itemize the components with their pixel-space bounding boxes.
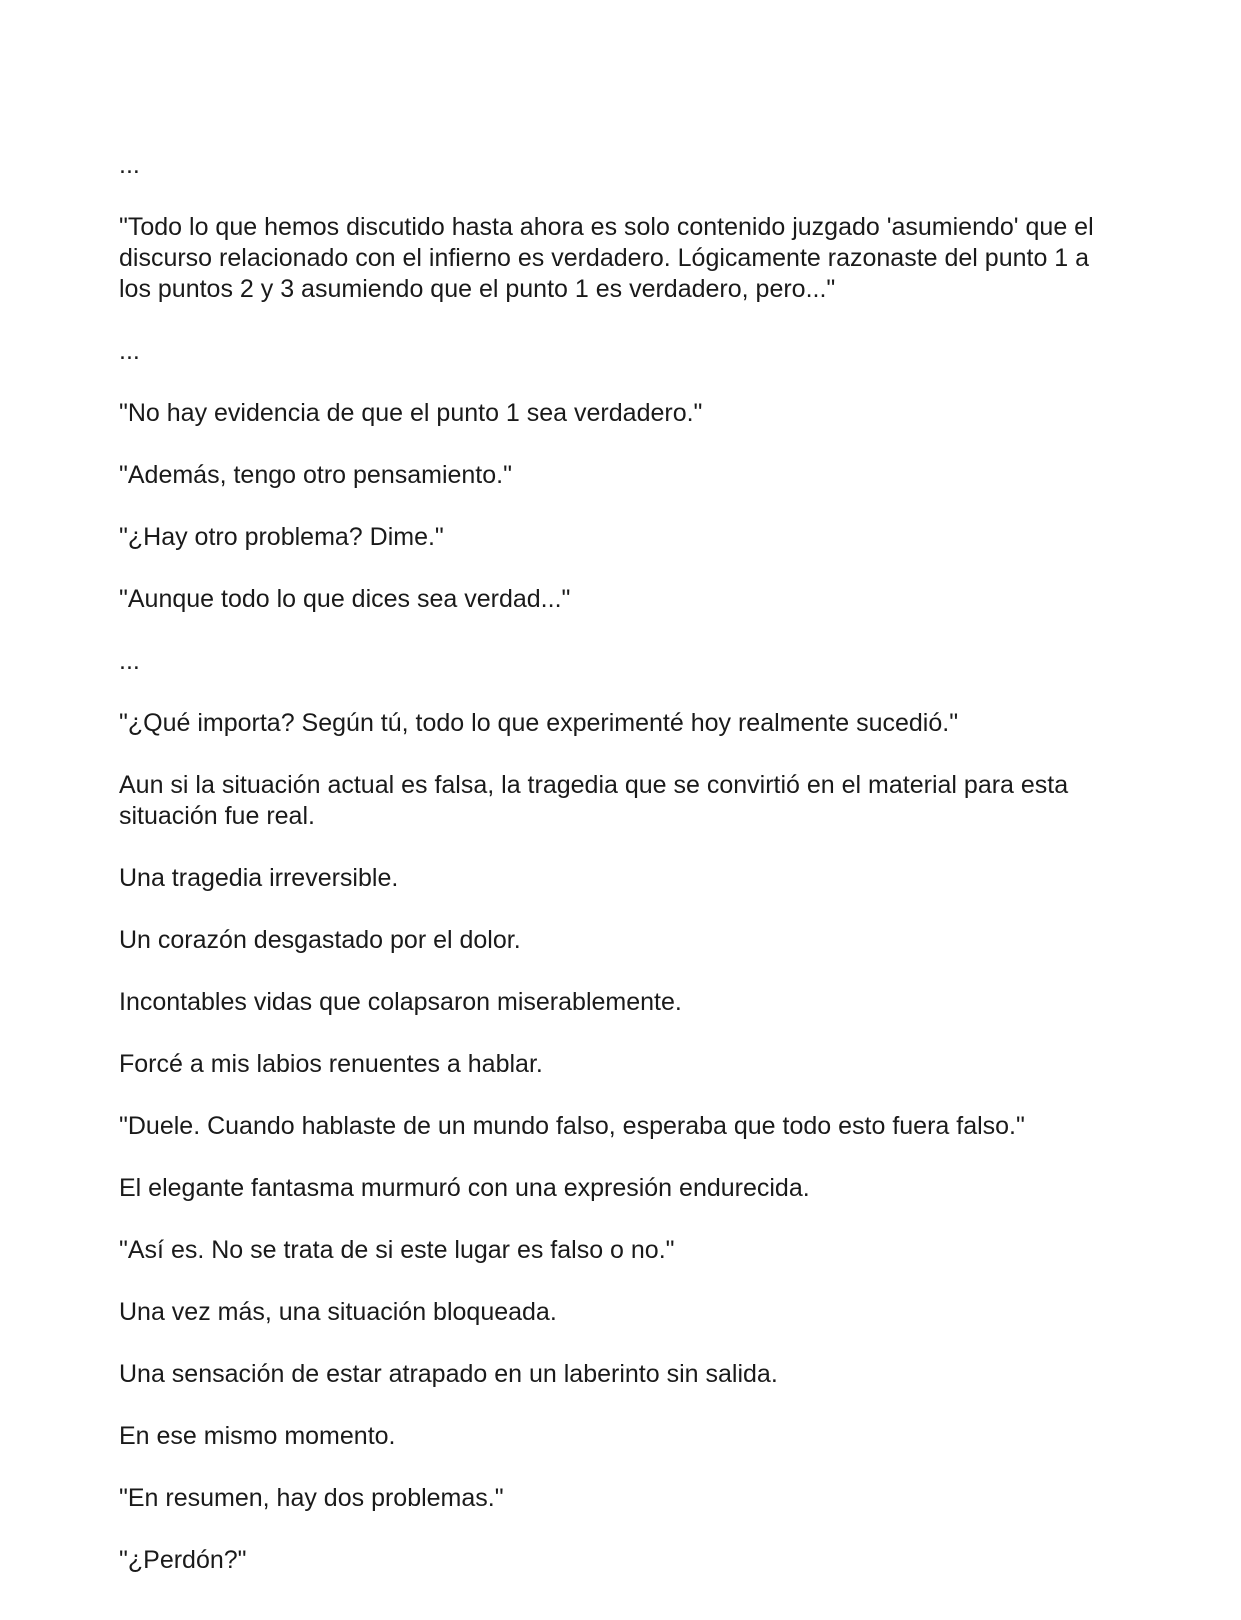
paragraph-dialogue-what-matters: "¿Qué importa? Según tú, todo lo que experimenté hoy realmente sucedió.": [119, 709, 959, 737]
paragraph-dialogue-even-if-true: "Aunque todo lo que dices sea verdad...": [119, 585, 571, 613]
paragraph-narration-tragedy-real: Aun si la situación actual es falsa, la tragedia que se convirtió en el material para esta situación fue real.: [119, 771, 1069, 830]
document-body: [119, 150, 1119, 1607]
paragraph-ellipsis-3: ...: [119, 647, 140, 675]
paragraph-dialogue-pardon: "¿Perdón?": [119, 1546, 247, 1574]
paragraph-ellipsis-1: ...: [119, 151, 140, 179]
paragraph-narration-lives: Incontables vidas que colapsaron miserablemente.: [119, 988, 682, 1016]
paragraph-narration-irreversible: Una tragedia irreversible.: [119, 864, 399, 892]
paragraph-narration-moment: En ese mismo momento.: [119, 1422, 396, 1450]
paragraph-dialogue-assumption: "Todo lo que hemos discutido hasta ahora es solo contenido juzgado 'asumiendo' que el discurso relacionado con el infierno es verdadero. Lógicamente razonaste del punto 1 a los puntos 2 y 3 asumiendo que el punto 1 es verdadero, pero...": [119, 213, 1094, 303]
paragraph-dialogue-thats-right: "Así es. No se trata de si este lugar es falso o no.": [119, 1236, 675, 1264]
paragraph-narration-ghost: El elegante fantasma murmuró con una expresión endurecida.: [119, 1174, 810, 1202]
paragraph-dialogue-it-hurts: "Duele. Cuando hablaste de un mundo falso, esperaba que todo esto fuera falso.": [119, 1112, 1025, 1140]
paragraph-dialogue-no-evidence: "No hay evidencia de que el punto 1 sea verdadero.": [119, 399, 703, 427]
paragraph-dialogue-another-thought: "Además, tengo otro pensamiento.": [119, 461, 512, 489]
paragraph-ellipsis-2: ...: [119, 337, 140, 365]
paragraph-dialogue-two-problems: "En resumen, hay dos problemas.": [119, 1484, 504, 1512]
paragraph-narration-blocked: Una vez más, una situación bloqueada.: [119, 1298, 557, 1326]
paragraph-narration-forced-lips: Forcé a mis labios renuentes a hablar.: [119, 1050, 543, 1078]
paragraph-dialogue-another-problem: "¿Hay otro problema? Dime.": [119, 523, 444, 551]
paragraph-narration-heart: Un corazón desgastado por el dolor.: [119, 926, 521, 954]
paragraph-narration-labyrinth: Una sensación de estar atrapado en un laberinto sin salida.: [119, 1360, 778, 1388]
